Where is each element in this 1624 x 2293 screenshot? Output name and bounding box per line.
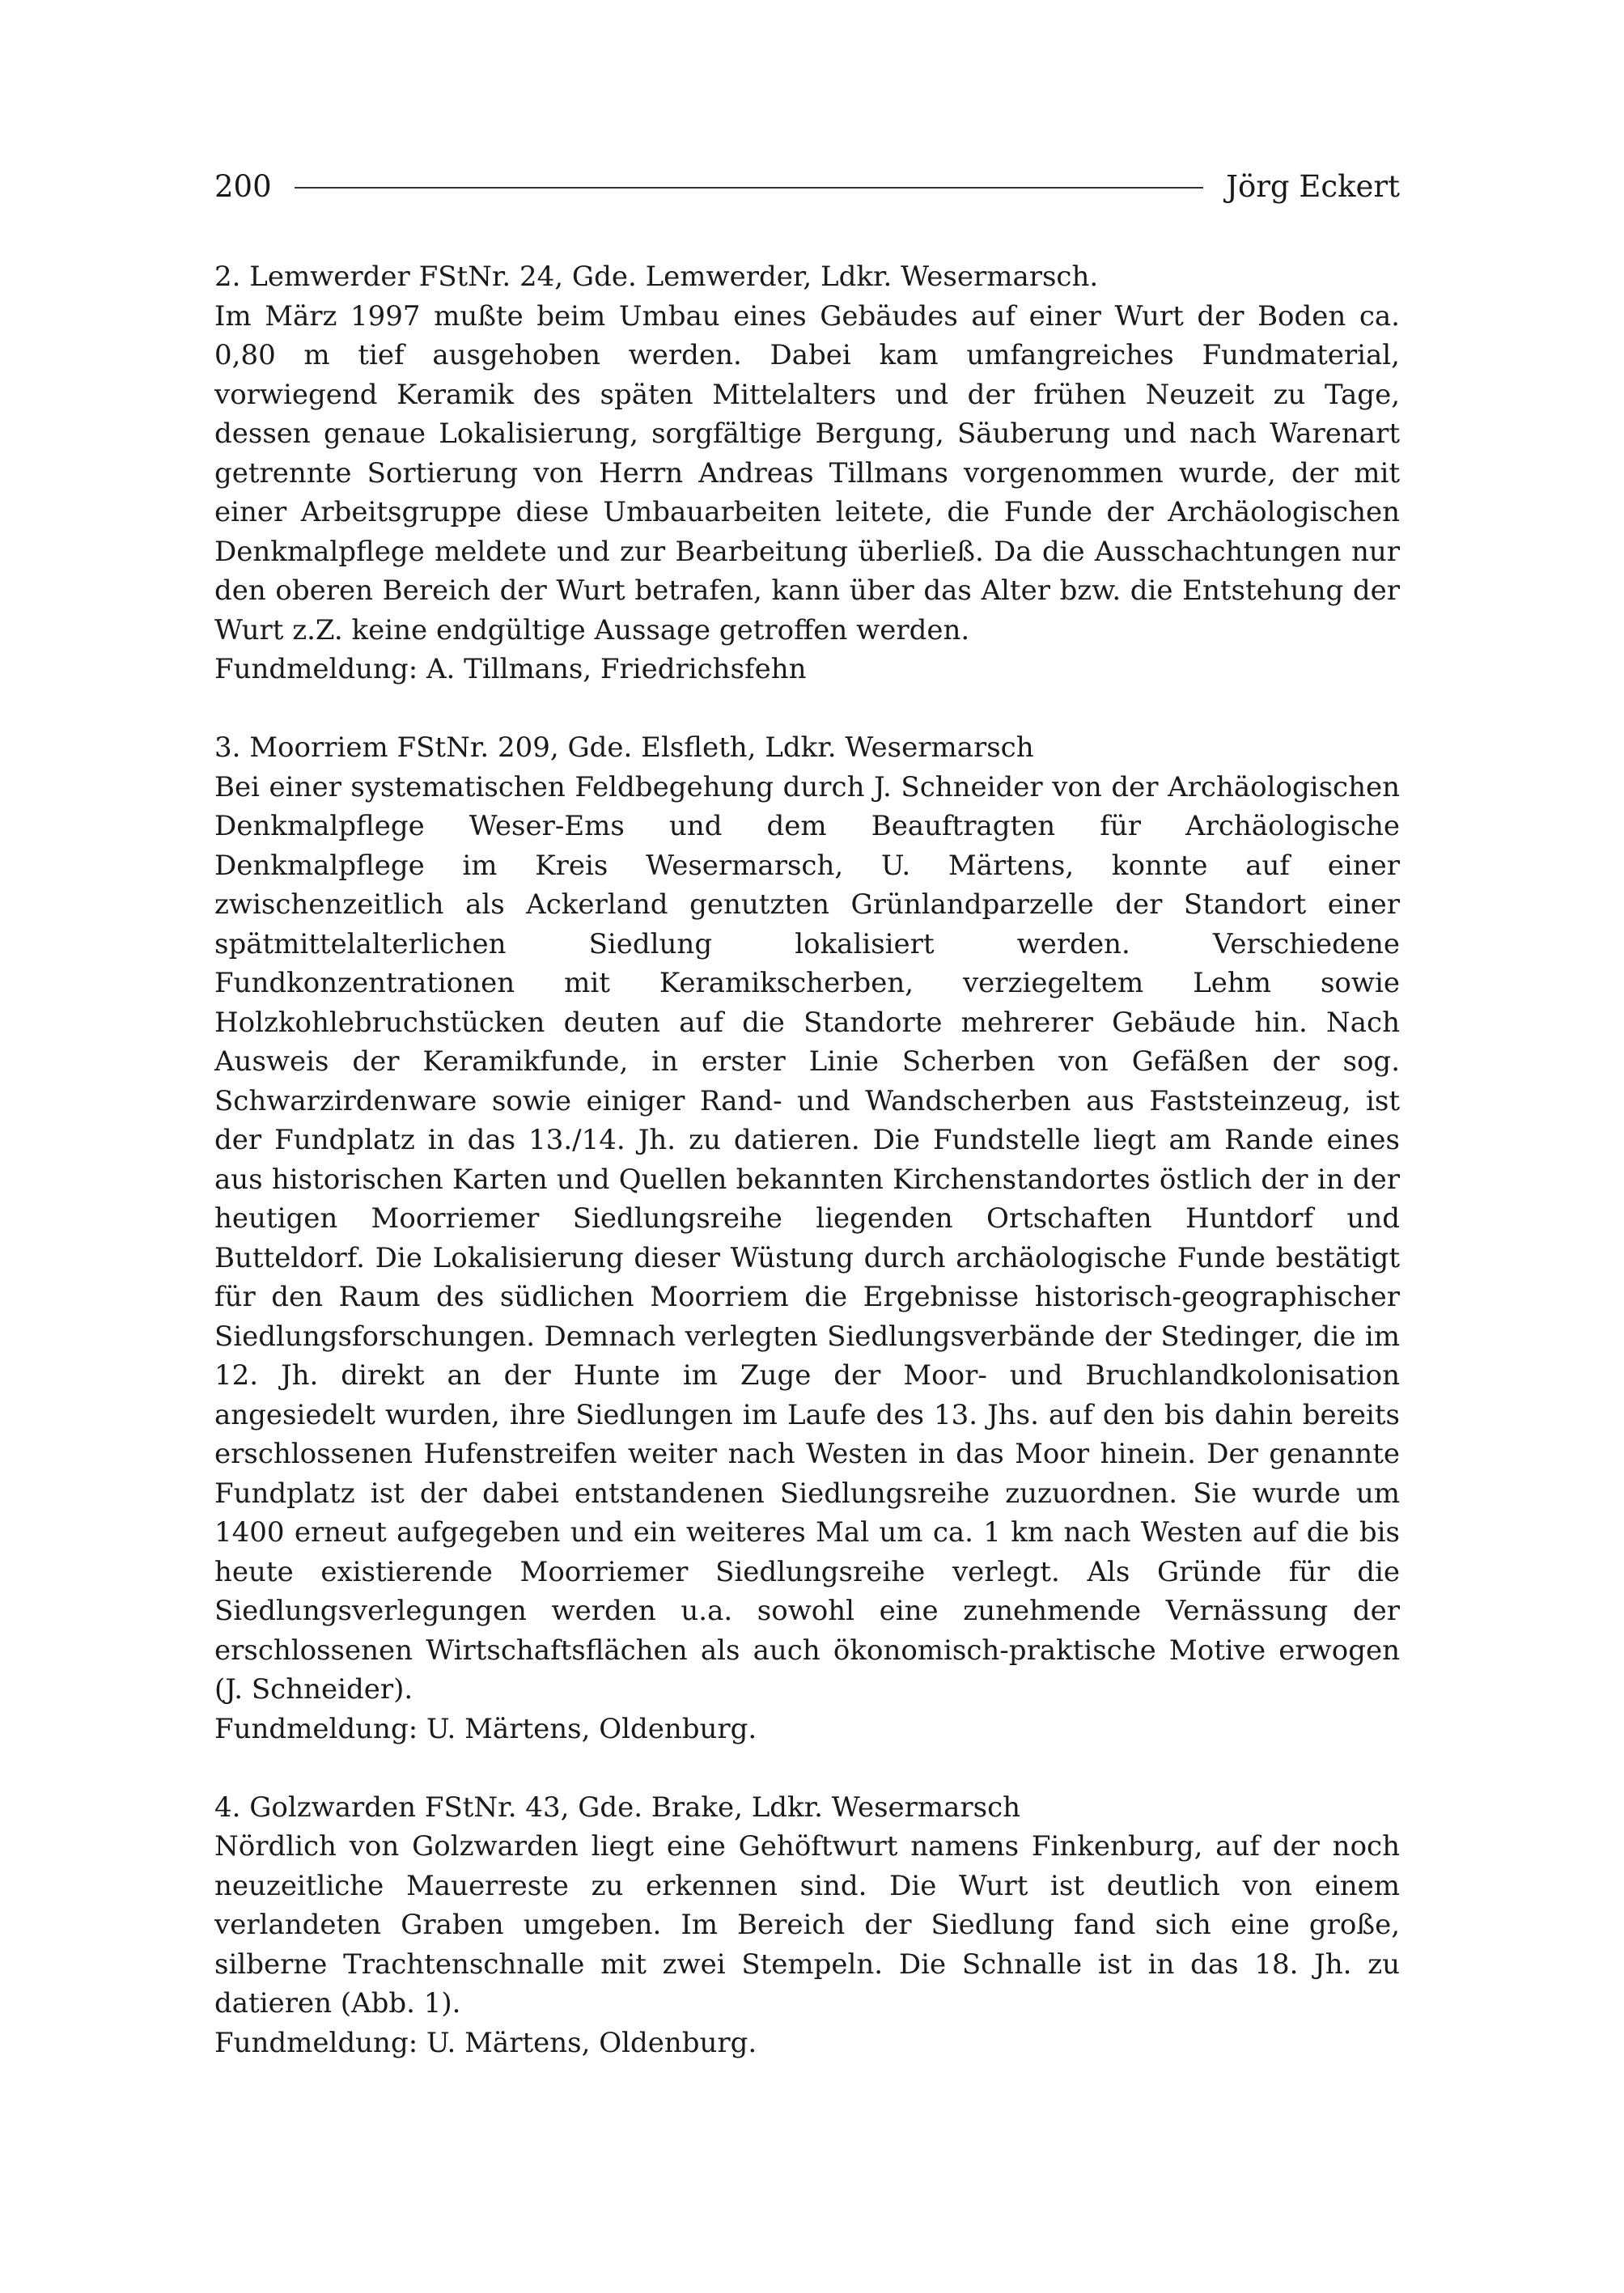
find-entry-moorriem (214, 728, 1400, 1748)
entry-body: Nördlich von Golzwarden liegt eine Gehöftwurt namens Finkenburg, auf der noch neuzeitliche Mauerreste zu erkennen sind. Die Wurt ist deutlich von einem verlandeten Graben umgeben. Im Bereich der Siedlung fand sich eine große, silberne Trachtenschnalle mit zwei Stempeln. Die Schnalle ist in das 18. Jh. zu datieren (Abb. 1). (214, 1830, 1400, 2020)
running-head-author: Jörg Eckert (1226, 168, 1400, 204)
entry-title: 4. Golzwarden FStNr. 43, Gde. Brake, Ldkr. Wesermarsch (214, 1791, 1021, 1824)
find-entry-golzwarden (214, 1788, 1400, 2063)
entry-body: Bei einer systematischen Feldbegehung durch J. Schneider von der Archäologischen Denkmalpflege Weser-Ems und dem Beauftragten für Archäologische Denkmalpflege im Kreis Wesermarsch, U. Märtens, konnte auf einer zwischenzeitlich als Ackerland genutzten Grünlandparzelle der Standort einer spätmittelalterlichen Siedlung lokalisiert werden. Verschiedene Fundkonzentrationen mit Keramikscherben, verziegeltem Lehm sowie Holzkohlebruchstücken deuten auf die Standorte mehrerer Gebäude hin. Nach Ausweis der Keramikfunde, in erster Linie Scherben von Gefäßen der sog. Schwarzirdenware sowie einiger Rand- und Wandscherben aus Faststeinzeug, ist der Fundplatz in das 13./14. Jh. zu datieren. Die Fundstelle liegt am Rande eines aus historischen Karten und Quellen bekannten Kirchenstandortes östlich der in der heutigen Moorriemer Siedlungsreihe liegenden Ortschaften Huntdorf und Butteldorf. Die Lokalisierung dieser Wüstung durch archäologische Funde bestätigt für den Raum des südlichen Moorriem die Ergebnisse historisch-geographischer Siedlungsforschungen. Demnach verlegten Siedlungsverbände der Stedinger, die im 12. Jh. direkt an der Hunte im Zuge der Moor- und Bruchlandkolonisation angesiedelt wurden, ihre Siedlungen im Laufe des 13. Jhs. auf den bis dahin bereits erschlossenen Hufenstreifen weiter nach Westen in das Moor hinein. Der genannte Fundplatz ist der dabei entstandenen Siedlungsreihe zuzuordnen. Sie wurde um 1400 erneut aufgegeben und ein weiteres Mal um ca. 1 km nach Westen auf die bis heute existierende Moorriemer Siedlungsreihe verlegt. Als Gründe für die Siedlungsverlegungen werden u.a. sowohl eine zunehmende Vernässung der erschlossenen Wirtschaftsflächen als auch ökonomisch-praktische Motive erwogen (J. Schneider). (214, 770, 1400, 1706)
entry-title: 3. Moorriem FStNr. 209, Gde. Elsfleth, Ldkr. Wesermarsch (214, 731, 1034, 764)
page-number: 200 (214, 168, 272, 204)
entry-report: Fundmeldung: U. Märtens, Oldenburg. (214, 1712, 757, 1745)
page-body (214, 257, 1400, 2102)
entry-body: Im März 1997 mußte beim Umbau eines Gebäudes auf einer Wurt der Boden ca. 0,80 m tief ausgehoben werden. Dabei kam umfangreiches Fundmaterial, vorwiegend Keramik des späten Mittelalters und der frühen Neuzeit zu Tage, dessen genaue Lokalisierung, sorgfältige Bergung, Säuberung und nach Warenart getrennte Sortierung von Herrn Andreas Tillmans vorgenommen wurde, der mit einer Arbeitsgruppe diese Umbauarbeiten leitete, die Funde der Archäologischen Denkmalpflege meldete und zur Bearbeitung überließ. Da die Ausschachtungen nur den oberen Bereich der Wurt betrafen, kann über das Alter bzw. die Entstehung der Wurt z.Z. keine endgültige Aussage getroffen werden. (214, 299, 1400, 646)
header-rule (295, 187, 1204, 189)
entry-title: 2. Lemwerder FStNr. 24, Gde. Lemwerder, Ldkr. Wesermarsch. (214, 261, 1099, 293)
running-header (214, 162, 1400, 210)
entry-report: Fundmeldung: A. Tillmans, Friedrichsfehn (214, 653, 807, 685)
entry-report: Fundmeldung: U. Märtens, Oldenburg. (214, 2026, 757, 2059)
find-entry-lemwerder (214, 257, 1400, 689)
